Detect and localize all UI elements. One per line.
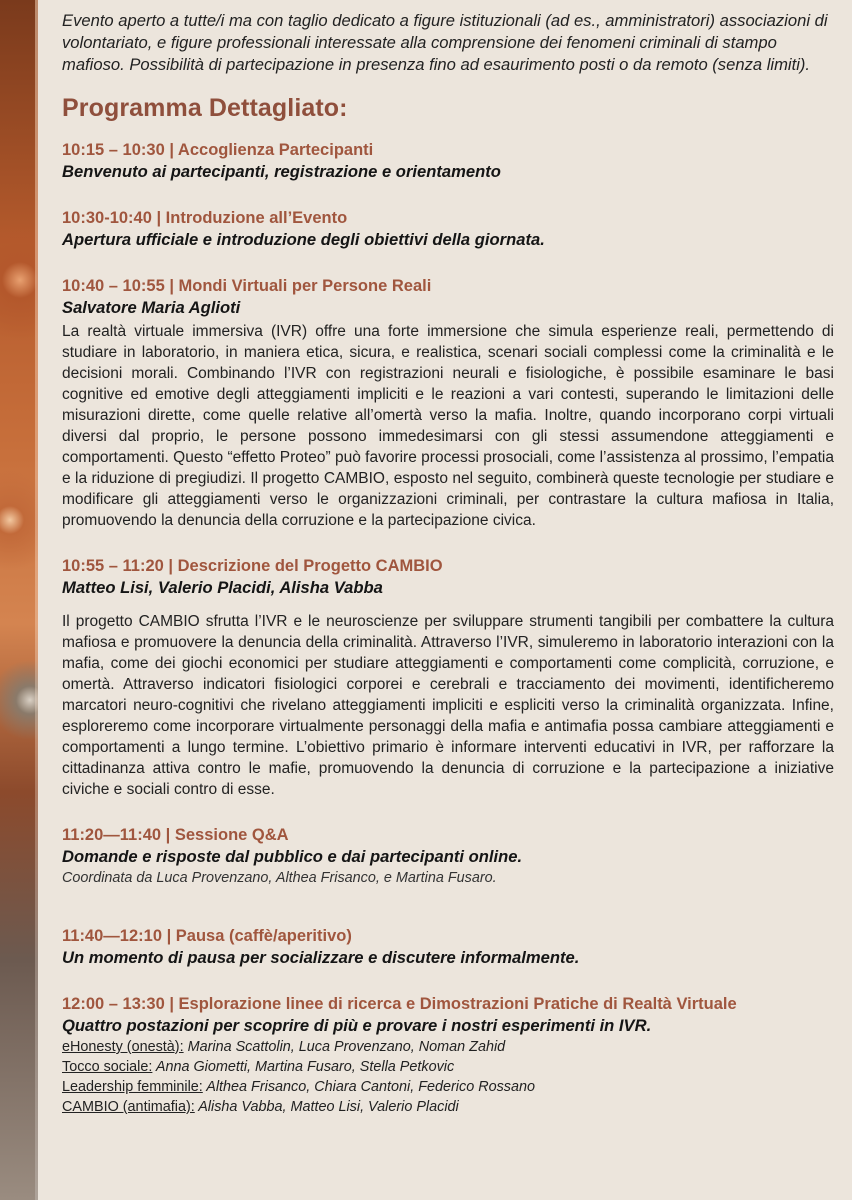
- session-welcome: [62, 139, 834, 183]
- session-speakers: Matteo Lisi, Valerio Placidi, Alisha Vabba: [62, 578, 383, 597]
- session-time-title: 10:40 – 10:55 | Mondi Virtuali per Persone Reali: [62, 277, 432, 295]
- session-break: [62, 925, 834, 969]
- decorative-side-artwork: [0, 0, 38, 1200]
- session-time-title: 11:20—11:40 | Sessione Q&A: [62, 826, 289, 844]
- station-social-touch: [62, 1057, 834, 1077]
- station-label: CAMBIO (antimafia):: [62, 1099, 195, 1115]
- session-virtual-worlds: [62, 275, 834, 531]
- station-names: Anna Giometti, Martina Fusaro, Stella Petkovic: [152, 1059, 455, 1075]
- station-label: Leadership femminile:: [62, 1079, 203, 1095]
- station-names: Alisha Vabba, Matteo Lisi, Valerio Placidi: [194, 1099, 459, 1115]
- session-time-title: 12:00 – 13:30 | Esplorazione linee di ricerca e Dimostrazioni Pratiche di Realtà Virtuale: [62, 995, 737, 1013]
- station-ehonesty: [62, 1037, 834, 1057]
- event-description: Evento aperto a tutte/i ma con taglio dedicato a figure istituzionali (ad es., amministratori) associazioni di volontariato, e figure professionali interessate alla comprensione dei fenomeni criminali di stampo mafioso. Possibilità di partecipazione in presenza fino ad esaurimento posti o da remoto (senza limiti).: [62, 11, 828, 74]
- session-qa: [62, 824, 834, 889]
- session-demos: [62, 993, 834, 1117]
- session-time-title: 11:40—12:10 | Pausa (caffè/aperitivo): [62, 927, 352, 945]
- session-subtitle: Un momento di pausa per socializzare e discutere informalmente.: [62, 948, 580, 967]
- station-label: Tocco sociale:: [62, 1059, 153, 1075]
- station-names: Marina Scattolin, Luca Provenzano, Noman Zahid: [183, 1039, 506, 1055]
- session-time-title: 10:55 – 11:20 | Descrizione del Progetto CAMBIO: [62, 557, 443, 575]
- station-female-leadership: [62, 1077, 834, 1097]
- session-subtitle: Quattro postazioni per scoprire di più e provare i nostri esperimenti in IVR.: [62, 1016, 652, 1035]
- session-introduction: [62, 207, 834, 251]
- program-title: Programma Dettagliato:: [62, 94, 348, 122]
- session-cambio-project: [62, 555, 834, 800]
- session-description: La realtà virtuale immersiva (IVR) offre una forte immersione che simula esperienze reali, permettendo di studiare in laboratorio, in maniera etica, sicura, e realistica, scenari sociali complessi come la criminalità e le decisioni morali. Combinando l’IVR con registrazioni neurali e fisiologiche, è possibile esaminare le basi cognitive ed emotive degli atteggiamenti impliciti e le reazioni a vari contesti, superando le limitazioni delle misurazioni dirette, come quelle relative all’omertà verso la mafia. Inoltre, quando incorporano corpi virtuali diversi dal proprio, le persone possono immedesimarsi con gli stessi assumendone atteggiamenti e comportamenti. Questo “effetto Proteo” può favorire processi prosociali, come l’assistenza al prossimo, l’empatia e la riduzione di pregiudizi. Il progetto CAMBIO, esposto nel seguito, combinerà queste tecnologie per studiare e modificare gli atteggiamenti verso le organizzazioni criminali, per contrastare la cultura mafiosa in Italia, promuovendo la denuncia della corruzione e la partecipazione civica.: [62, 323, 834, 529]
- session-moderators: Coordinata da Luca Provenzano, Althea Frisanco, e Martina Fusaro.: [62, 870, 497, 886]
- session-subtitle: Apertura ufficiale e introduzione degli obiettivi della giornata.: [62, 230, 545, 249]
- session-subtitle: Benvenuto ai partecipanti, registrazione e orientamento: [62, 162, 501, 181]
- program-document: [62, 10, 834, 1141]
- session-description: Il progetto CAMBIO sfrutta l’IVR e le neuroscienze per sviluppare strumenti tangibili per combattere la cultura mafiosa e promuovere la denuncia della criminalità. Attraverso l’IVR, simuleremo in laboratorio interazioni con la mafia, come dei giochi economici per studiare atteggiamenti e comportamenti come complicità, corruzione, e omertà. Attraverso indicatori fisiologici corporei e cerebrali e tracciamento dei movimenti, identificheremo marcatori neuro-cognitivi che rivelano atteggiamenti impliciti e espliciti verso la criminalità organizzata. Infine, esploreremo come incorporare virtualmente personaggi della mafia e antimafia possa cambiare atteggiamenti e comportamenti a lungo termine. L’obiettivo primario è informare interventi educativi in IVR, per rafforzare la cittadinanza attiva contro le mafie, promuovendo la denuncia di corruzione e la partecipazione a iniziative civiche e sociali contro di esse.: [62, 613, 834, 798]
- station-names: Althea Frisanco, Chiara Cantoni, Federico Rossano: [202, 1079, 535, 1095]
- station-label: eHonesty (onestà):: [62, 1039, 184, 1055]
- session-speaker: Salvatore Maria Aglioti: [62, 298, 241, 317]
- session-time-title: 10:15 – 10:30 | Accoglienza Partecipanti: [62, 141, 374, 159]
- session-subtitle: Domande e risposte dal pubblico e dai partecipanti online.: [62, 847, 523, 866]
- session-time-title: 10:30-10:40 | Introduzione all’Evento: [62, 209, 348, 227]
- station-cambio: [62, 1097, 834, 1117]
